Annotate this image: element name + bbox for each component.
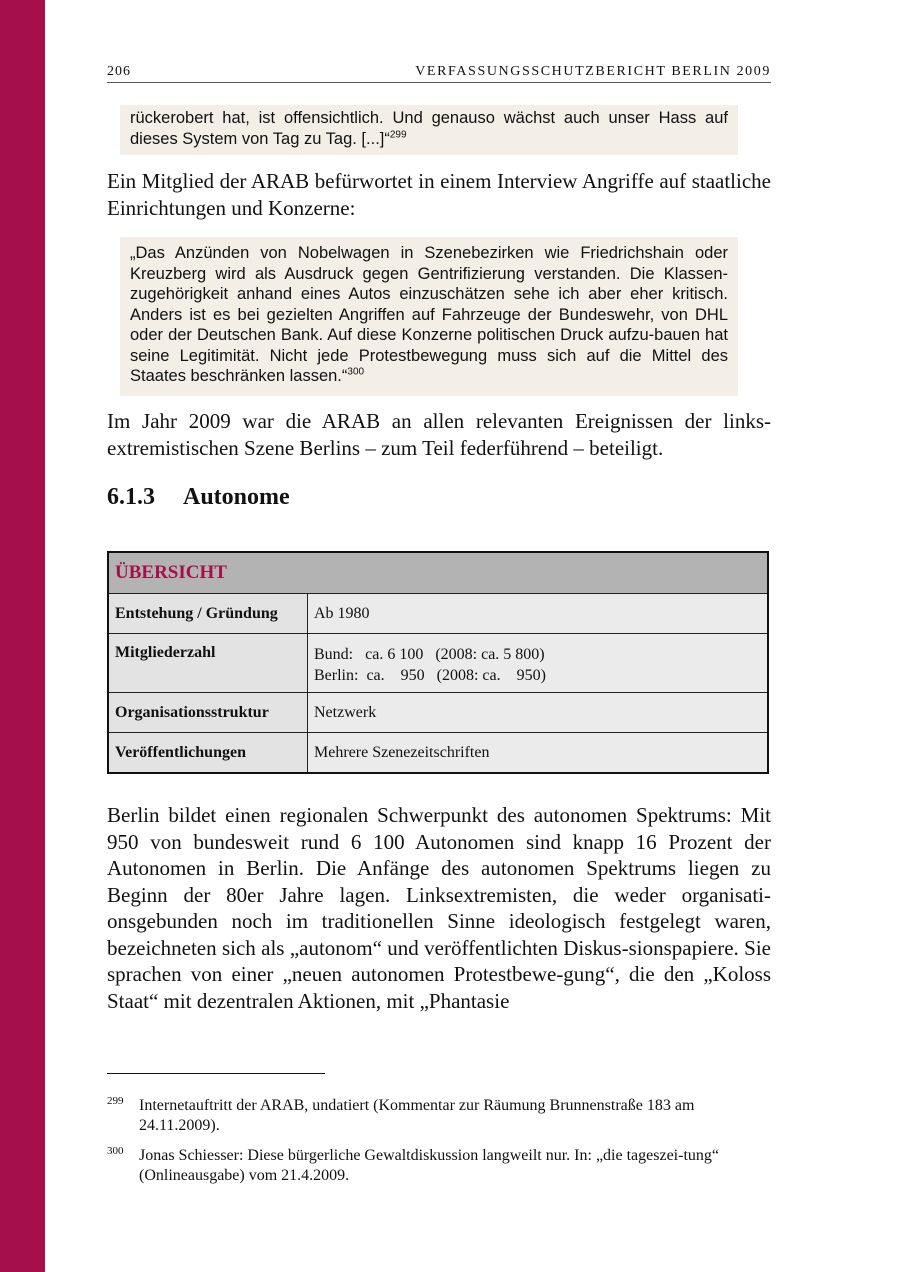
paragraph-3: Berlin bildet einen regionalen Schwerpunkt des autonomen Spektrums: Mit 950 von bundesweit rund 6 100 Autonomen sind knapp 16 Prozent der Autonomen in Berlin. Die Anfänge des autonomen Spektrums liegen zu Beginn der 80er Jahre lagen. Linksextremisten, die weder organisati-onsgebunden noch im traditionellen Sinne ideologisch festgelegt waren, bezeichneten sich als „autonom“ und veröffentlichten Diskus-sionspapiere. Sie sprachen von einer „neuen autonomen Protestbewe-gung“, die den „Koloss Staat“ mit dezentralen Aktionen, mit „Phantasie (107, 803, 771, 1013)
paragraph-1: Ein Mitglied der ARAB befürwortet in einem Interview Angriffe auf staatliche Einrichtungen und Konzerne: (107, 169, 771, 220)
quote-1-text: rückerobert hat, ist offensichtlich. Und genauso wächst auch unser Hass auf dieses System von Tag zu Tag. [...]“ (130, 109, 728, 148)
section-heading (107, 484, 290, 511)
row-value-publications: Mehrere Szenezeitschriften (308, 733, 769, 774)
footnote-separator (107, 1073, 325, 1074)
members-federal: Bund: ca. 6 100 (2008: ca. 5 800) (314, 646, 545, 663)
row-value-members (308, 634, 769, 693)
footnote-300 (107, 1146, 771, 1186)
row-label-structure: Organisationsstruktur (108, 693, 308, 733)
running-title: VERFASSUNGSSCHUTZBERICHT BERLIN 2009 (415, 64, 771, 79)
overview-table (107, 551, 769, 774)
quote-2-text: „Das Anzünden von Nobelwagen in Szenebezirken wie Friedrichshain oder Kreuzberg wird als Ausdruck gegen Gentrifizierung verstanden. Die Klassen-zugehörigkeit anhand eines Autos einzuschätzen sehe ich aber eher kritisch. Anders ist es bei gezielten Angriffen auf Fahrzeuge der Bundeswehr, von DHL oder der Deutschen Bank. Auf diese Konzerne politischen Druck aufzu-bauen hat seine Legitimität. Nicht jede Protestbewegung muss sich auf die Mittel des Staates beschränken lassen.“ (130, 244, 728, 385)
row-value-structure: Netzwerk (308, 693, 769, 733)
row-label-publications: Veröffentlichungen (108, 733, 308, 774)
overview-heading: ÜBERSICHT (108, 552, 768, 594)
page-margin-bar (0, 0, 45, 1272)
footnote-text: Jonas Schiesser: Diese bürgerliche Gewaltdiskussion langweilt nur. In: „die tageszei-tung“ (Onlineausgabe) vom 21.4.2009. (139, 1147, 719, 1184)
running-header (107, 64, 771, 83)
footnote-ref-300[interactable]: 300 (347, 366, 365, 378)
footnote-299 (107, 1096, 771, 1136)
section-title: Autonome (183, 484, 290, 510)
members-berlin: Berlin: ca. 950 (2008: ca. 950) (314, 667, 546, 684)
paragraph-2: Im Jahr 2009 war die ARAB an allen relevanten Ereignissen der links-extremistischen Szene Berlins – zum Teil federführend – beteiligt. (107, 409, 771, 460)
quote-block-2 (120, 237, 738, 396)
page-number: 206 (107, 64, 131, 79)
footnote-text: Internetauftritt der ARAB, undatiert (Kommentar zur Räumung Brunnenstraße 183 am 24.11.2009). (139, 1097, 695, 1134)
quote-block-1 (120, 105, 738, 155)
footnote-number: 300 (107, 1145, 124, 1157)
row-value-founding: Ab 1980 (308, 594, 769, 634)
row-label-members: Mitgliederzahl (108, 634, 308, 693)
row-label-founding: Entstehung / Gründung (108, 594, 308, 634)
footnote-ref-299[interactable]: 299 (389, 129, 407, 140)
section-number: 6.1.3 (107, 484, 155, 510)
footnote-number: 299 (107, 1095, 124, 1107)
